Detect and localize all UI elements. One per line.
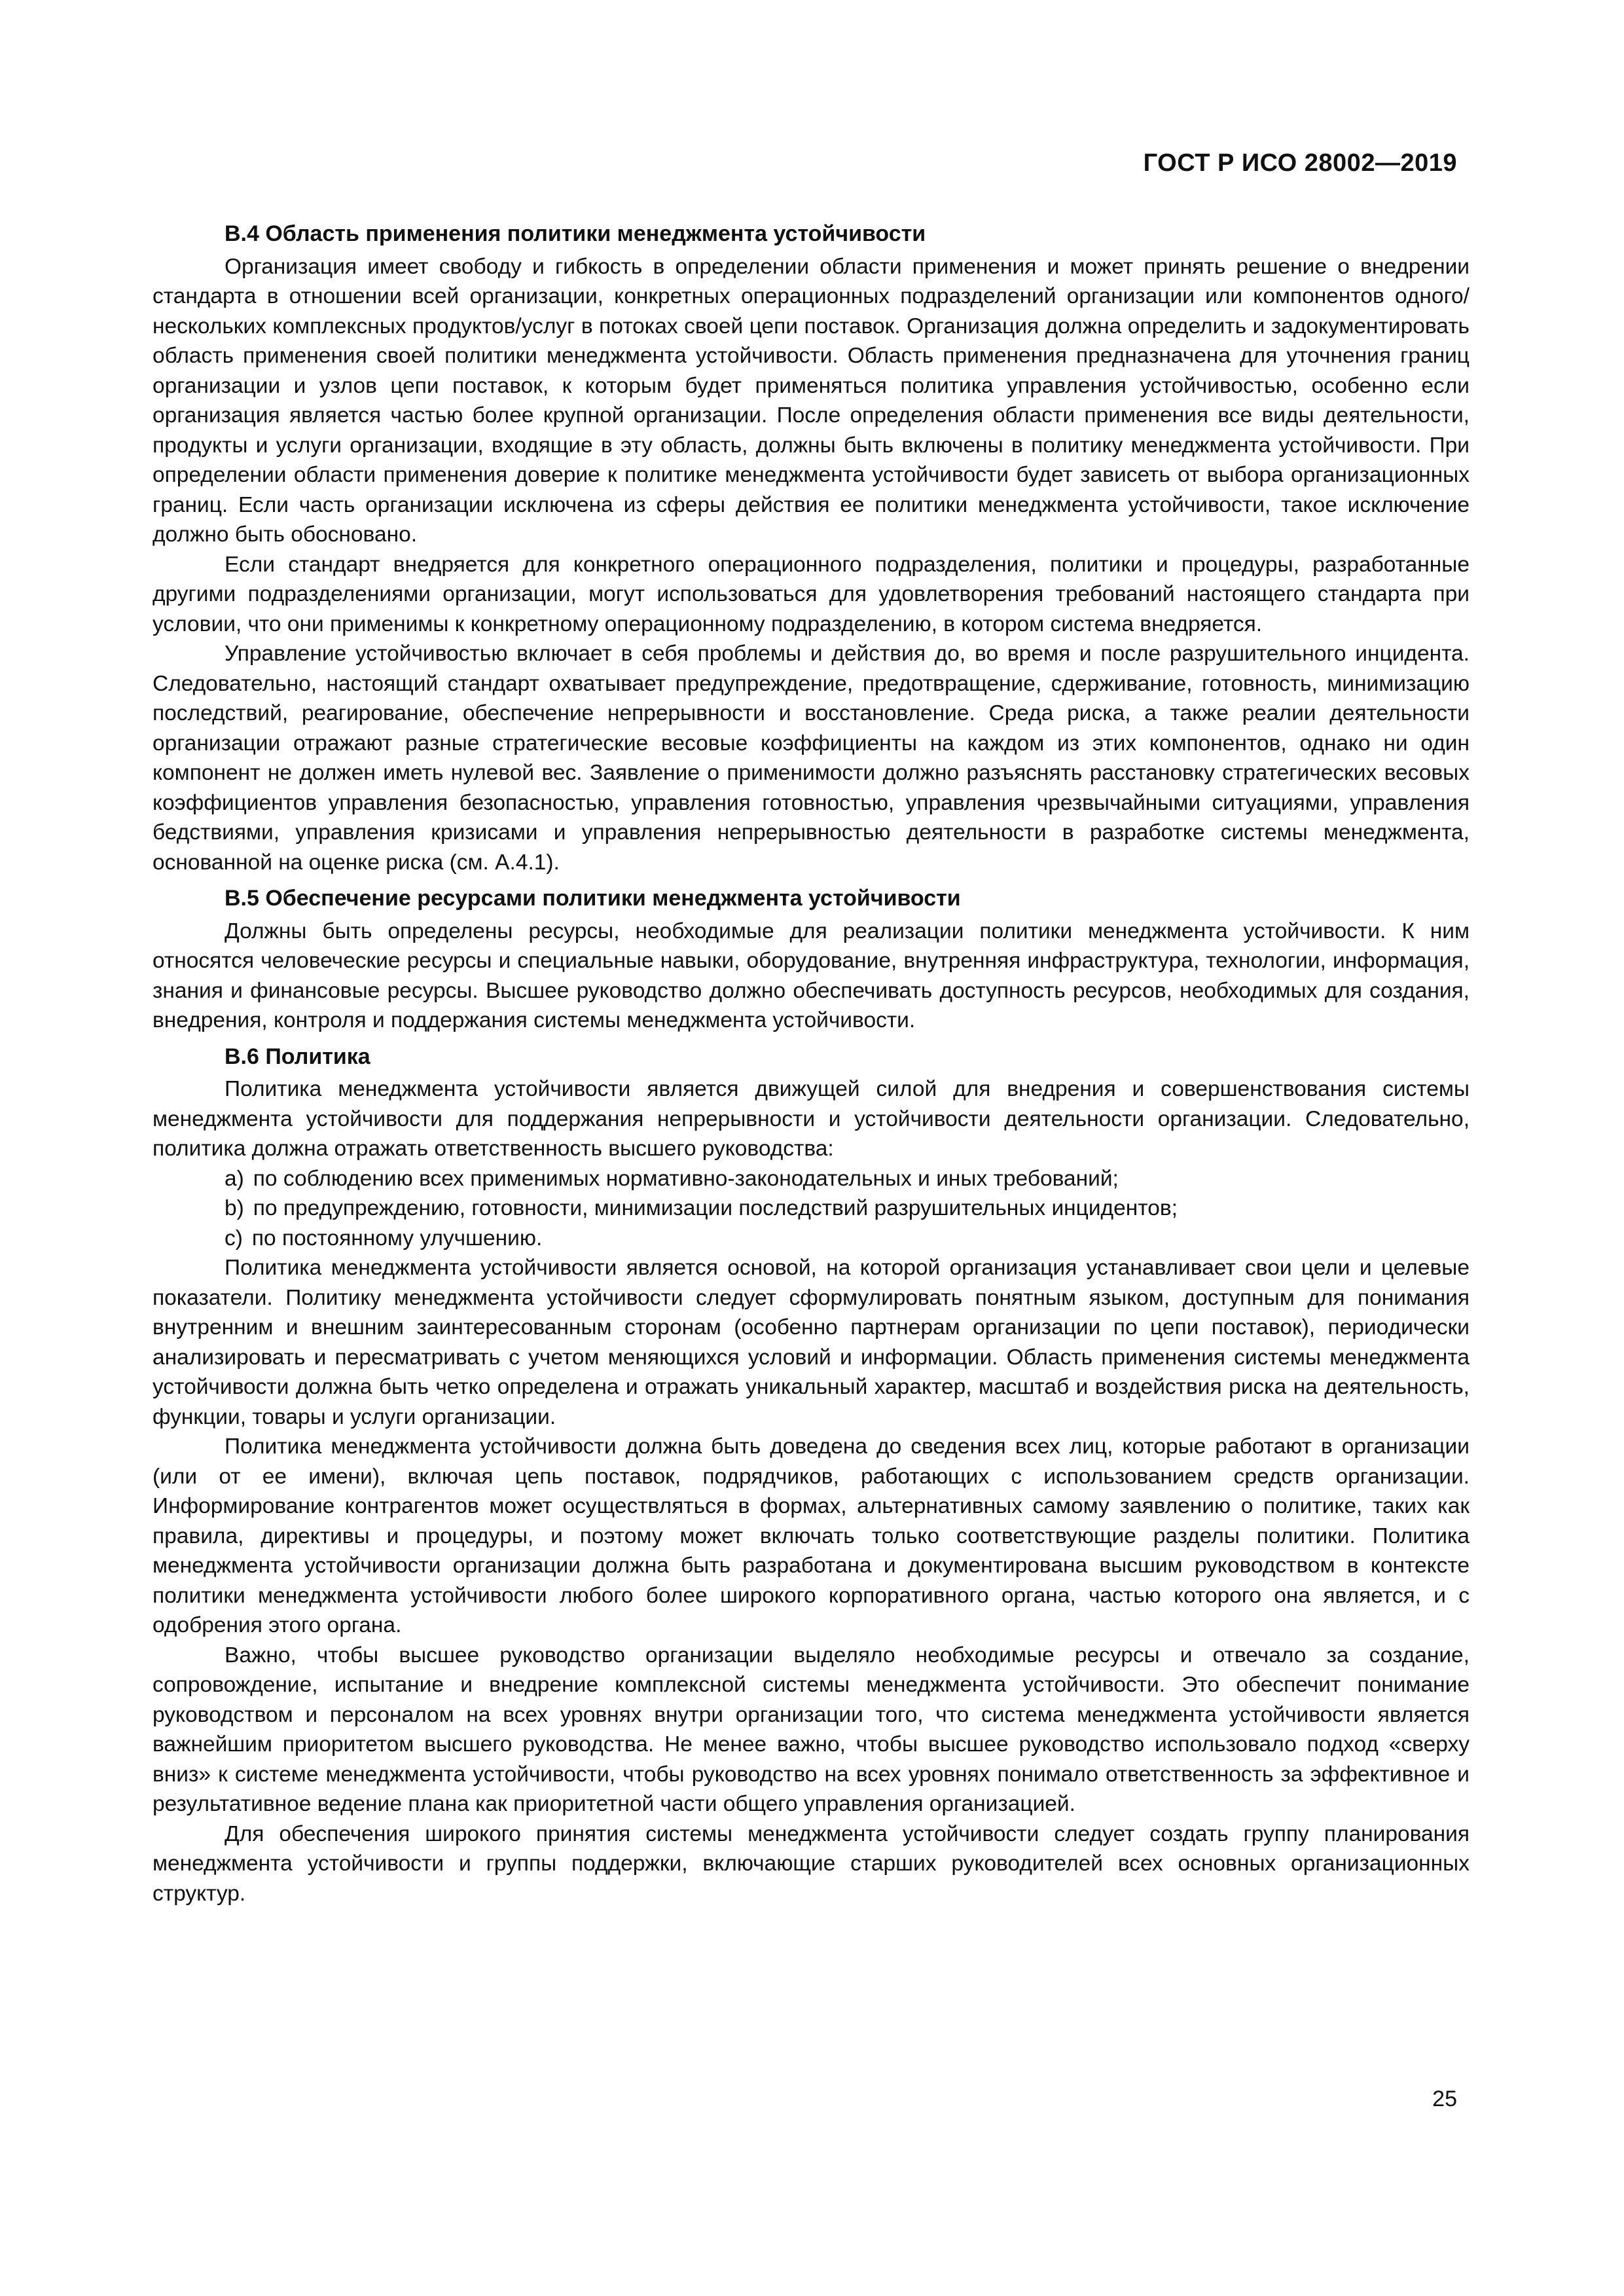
list-item	[153, 1194, 1470, 1224]
list-item	[153, 1224, 1470, 1254]
section-heading-b4: В.4 Область применения политики менеджмента устойчивости	[225, 221, 926, 246]
list-marker: c)	[225, 1226, 243, 1250]
page-number: 25	[1432, 2086, 1457, 2111]
paragraph: Политика менеджмента устойчивости является движущей силой для внедрения и совершенствования системы менеджмента устойчивости для поддержания непрерывности и устойчивости деятельности организации. Следовательно, политика должна отражать ответственность высшего руководства:	[153, 1077, 1470, 1161]
paragraph: Управление устойчивостью включает в себя проблемы и действия до, во время и после разрушительного инцидента. Следовательно, настоящий стандарт охватывает предупреждение, предотвращение, сдерживание, готовность, минимизацию последствий, реагирование, обеспечение непрерывности и восстановление. Среда риска, а также реалии деятельности организации отражают разные стратегические весовые коэффициенты на каждом из этих компонентов, однако ни один компонент не должен иметь нулевой вес. Заявление о применимости должно разъяснять расстановку стратегических весовых коэффициентов управления безопасностью, управления готовностью, управления чрезвычайными ситуациями, управления бедствиями, управления кризисами и управления непрерывностью деятельности в разработке системы менеджмента, основанной на оценке риска (см. А.4.1).	[153, 642, 1470, 875]
paragraph: Политика менеджмента устойчивости является основой, на которой организация устанавливает свои цели и целевые показатели. Политику менеджмента устойчивости следует сформулировать понятным языком, доступным для понимания внутренним и внешним заинтересованным сторонам (особенно партнерам организации по цепи поставок), периодически анализировать и пересматривать с учетом меняющихся условий и информации. Область применения системы менеджмента устойчивости должна быть четко определена и отражать уникальный характер, масштаб и воздействия риска на деятельность, функции, товары и услуги организации.	[153, 1256, 1470, 1429]
paragraph: Если стандарт внедряется для конкретного операционного подразделения, политики и процедуры, разработанные другими подразделениями организации, могут использоваться для удовлетворения требований настоящего стандарта при условии, что они применимы к конкретному операционному подразделению, в котором система внедряется.	[153, 552, 1470, 636]
document-body	[153, 219, 1470, 1908]
paragraph: Для обеспечения широкого принятия системы менеджмента устойчивости следует создать группу планирования менеджмента устойчивости и группы поддержки, включающие старших руководителей всех основных организационных структур.	[153, 1821, 1470, 1906]
list-marker: b)	[225, 1196, 244, 1220]
paragraph: Политика менеджмента устойчивости должна быть доведена до сведения всех лиц, которые работают в организации (или от ее имени), включая цепь поставок, подрядчиков, работающих с использованием средств организации. Информирование контрагентов может осуществляться в формах, альтернативных самому заявлению о политике, таких как правила, директивы и процедуры, и поэтому может включать только соответствующие разделы политики. Политика менеджмента устойчивости организации должна быть разработана и документирована высшим руководством в контексте политики менеджмента устойчивости любого более широкого корпоративного органа, частью которого она является, и с одобрения этого органа.	[153, 1434, 1470, 1637]
section-heading-b5: В.5 Обеспечение ресурсами политики менеджмента устойчивости	[225, 886, 961, 911]
list-item-text: по соблюдению всех применимых нормативно-законодательных и иных требований;	[253, 1166, 1119, 1191]
paragraph: Организация имеет свободу и гибкость в определении области применения и может принять решение о внедрении стандарта в отношении всей организации, конкретных операционных подразделений организации или компонентов одного/нескольких комплексных продуктов/услуг в потоках своей цепи поставок. Организация должна определить и задокументировать область применения своей политики менеджмента устойчивости. Область применения предназначена для уточнения границ организации и узлов цепи поставок, к которым будет применяться политика управления устойчивостью, особенно если организация является частью более крупной организации. После определения области применения все виды деятельности, продукты и услуги организации, входящие в эту область, должны быть включены в политику менеджмента устойчивости. При определении области применения доверие к политике менеджмента устойчивости будет зависеть от выбора организационных границ. Если часть организации исключена из сферы действия ее политики менеджмента устойчивости, такое исключение должно быть обосновано.	[153, 254, 1470, 547]
paragraph: Важно, чтобы высшее руководство организации выделяло необходимые ресурсы и отвечало за создание, сопровождение, испытание и внедрение комплексной системы менеджмента устойчивости. Это обеспечит понимание руководством и персоналом на всех уровнях внутри организации того, что система менеджмента устойчивости является важнейшим приоритетом высшего руководства. Не менее важно, чтобы высшее руководство использовало подход «сверху вниз» к системе менеджмента устойчивости, чтобы руководство на всех уровнях понимало ответственность за эффективное и результативное ведение плана как приоритетной части общего управления организацией.	[153, 1643, 1470, 1816]
requirements-list	[153, 1164, 1470, 1254]
list-item-text: по предупреждению, готовности, минимизации последствий разрушительных инцидентов;	[253, 1196, 1178, 1220]
standard-designation: ГОСТ Р ИСО 28002—2019	[1143, 149, 1457, 177]
section-heading-b6: В.6 Политика	[225, 1044, 370, 1069]
list-marker: a)	[225, 1166, 244, 1191]
paragraph: Должны быть определены ресурсы, необходимые для реализации политики менеджмента устойчивости. К ним относятся человеческие ресурсы и специальные навыки, оборудование, внутренняя инфраструктура, технологии, информация, знания и финансовые ресурсы. Высшее руководство должно обеспечивать доступность ресурсов, необходимых для создания, внедрения, контроля и поддержания системы менеджмента устойчивости.	[153, 919, 1470, 1032]
list-item	[153, 1164, 1470, 1194]
list-item-text: по постоянному улучшению.	[251, 1226, 543, 1250]
